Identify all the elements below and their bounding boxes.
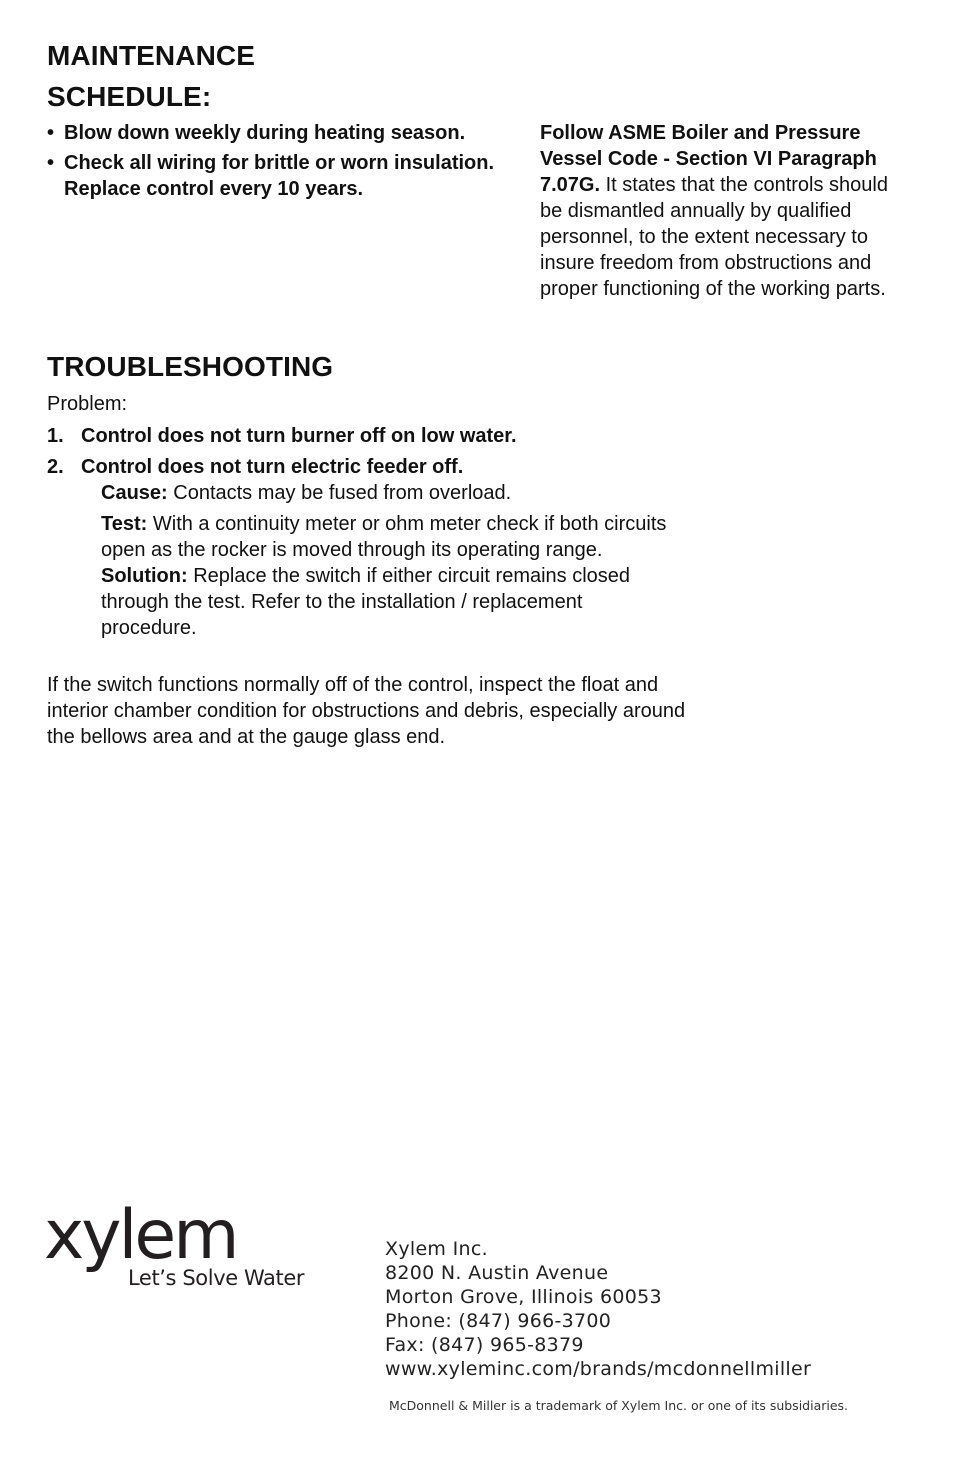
problem-number: 2.	[47, 456, 64, 478]
problem-text: Control does not turn electric feeder off.	[81, 456, 464, 478]
asme-text: It states that the controls should be dismantled annually by qualified personnel, to the extent necessary to insure freedom from obstructions and proper functioning of the working parts.	[540, 174, 888, 300]
phone-number: Phone: (847) 966-3700	[385, 1310, 612, 1332]
street-address: 8200 N. Austin Avenue	[385, 1262, 609, 1284]
asme-reference: Follow ASME Boiler and Pressure Vessel Code - Section VI Paragraph 7.07G.	[540, 122, 877, 196]
diagnosis-block	[47, 480, 667, 641]
fax-number: Fax: (847) 965-8379	[385, 1334, 584, 1356]
xylem-wordmark: xylem	[44, 1196, 237, 1275]
maintenance-heading-line1: MAINTENANCE	[47, 40, 255, 71]
problem-number: 1.	[47, 425, 64, 447]
list-item	[47, 454, 687, 480]
list-item: • Check all wiring for brittle or worn insulation. Replace control every 10 years.	[47, 150, 527, 202]
address-block	[385, 1237, 811, 1381]
list-item: • Blow down weekly during heating season.	[47, 120, 527, 146]
trademark-notice: McDonnell & Miller is a trademark of Xylem Inc. or one of its subsidiaries.	[389, 1398, 849, 1413]
website-link[interactable]: www.xyleminc.com/brands/mcdonnellmiller	[385, 1358, 812, 1380]
company-name: Xylem Inc.	[385, 1238, 488, 1260]
problem-list	[47, 423, 687, 485]
problem-text: Control does not turn burner off on low water.	[81, 425, 517, 447]
cause-paragraph	[47, 480, 667, 506]
closing-paragraph: If the switch functions normally off of the control, inspect the float and interior chamber condition for obstructions and debris, especially around the bellows area and at the gauge glass end.	[47, 674, 686, 748]
maintenance-heading-line2: SCHEDULE:	[47, 81, 212, 112]
problem-label: Problem:	[47, 393, 128, 415]
cause-text: Contacts may be fused from overload.	[167, 482, 512, 504]
asme-paragraph	[540, 120, 912, 302]
maintenance-heading	[47, 35, 255, 117]
xylem-logo	[44, 1196, 344, 1306]
solution-label: Solution:	[101, 565, 188, 587]
solution-text: Replace the switch if either circuit remains closed through the test. Refer to the installation / replacement procedure.	[101, 565, 631, 639]
test-text: With a continuity meter or ohm meter check if both circuits open as the rocker is moved through its operating range.	[101, 513, 667, 561]
solution-paragraph	[47, 563, 667, 641]
list-item	[47, 423, 687, 449]
tagline: Let’s Solve Water	[128, 1266, 305, 1290]
test-paragraph	[47, 511, 667, 563]
maintenance-bullet-list	[47, 120, 527, 206]
troubleshooting-heading: TROUBLESHOOTING	[47, 351, 334, 382]
test-label: Test:	[101, 513, 148, 535]
city-address: Morton Grove, Illinois 60053	[385, 1286, 662, 1308]
cause-label: Cause:	[101, 482, 168, 504]
